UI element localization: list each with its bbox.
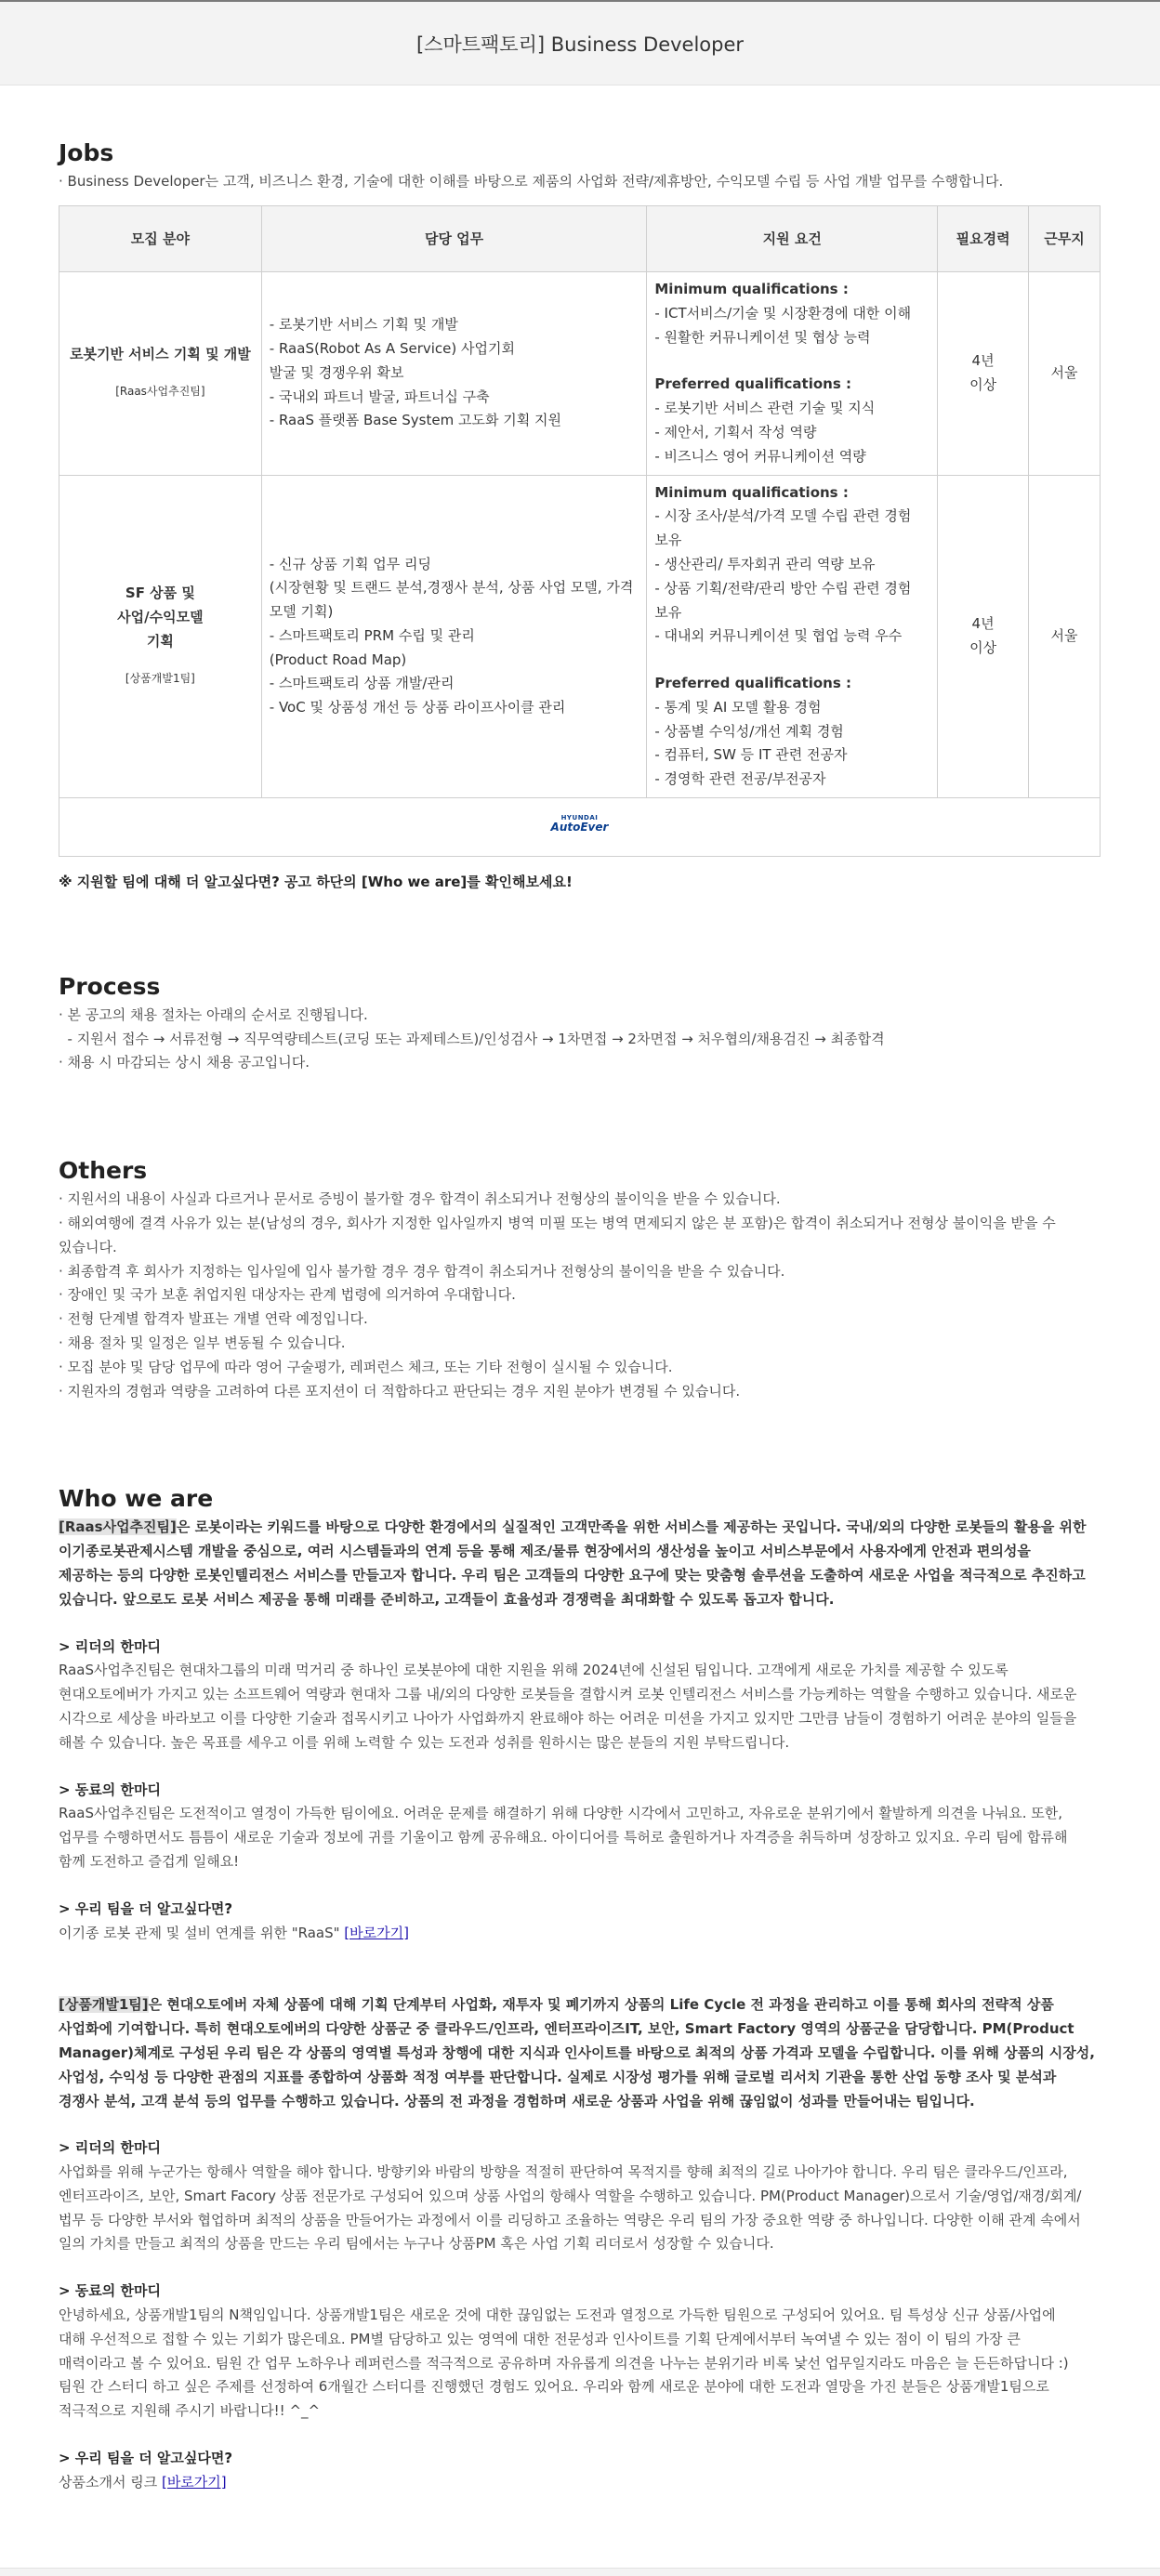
team1-leader-title: > 리더의 한마디 (59, 1637, 161, 1655)
others-heading: Others (59, 1157, 148, 1185)
pref-qual-title: Preferred qualifications : (654, 675, 851, 692)
main-content (0, 139, 1160, 2495)
job-field-line: 사업/수익모델 (117, 609, 204, 625)
team-info-notice: ※ 지원할 팀에 대해 더 알고싶다면? 공고 하단의 [Who we are]를 확인해보세요! (59, 873, 573, 890)
team1-tag: [Raas사업추진팀] (59, 1518, 177, 1536)
others-line: · 채용 절차 및 일정은 일부 변동될 수 있습니다. (59, 1334, 346, 1351)
job-location-cell (1029, 271, 1101, 475)
career-value: 4년 (971, 352, 995, 369)
pref-qual-title: Preferred qualifications : (654, 375, 851, 393)
team2-peer-line: 대해 우선적으로 접할 수 있는 기회가 많은데요. PM별 담당하고 있는 영역에 대한 전문성과 인사이트를 기획 단계에서부터 녹여낼 수 있는 점이 이 팀의 가장 큰 (59, 2330, 1021, 2347)
duty-line: - 신규 상품 기획 업무 리딩 (269, 555, 431, 572)
team2-block (59, 1993, 1101, 2494)
team1-leader-line: RaaS사업추진팀은 현대차그룹의 미래 먹거리 중 하나인 로봇분야에 대한 지원을 위해 2024년에 신설된 팀입니다. 고객에게 새로운 가치를 제공할 수 있도록 (59, 1662, 1008, 1679)
others-line: · 지원자의 경험과 역량을 고려하여 다른 포지션이 더 적합하다고 판단되는 경우 지원 분야가 변경될 수 있습니다. (59, 1382, 741, 1400)
job-team: [Raas사업추진팀] (115, 384, 205, 398)
logo-line1: HYUNDAI (560, 813, 599, 821)
min-qual-line: - 생산관리/ 투자회귀 관리 역량 보유 (654, 555, 876, 572)
others-line: · 모집 분야 및 담당 업무에 따라 영어 구술평가, 레퍼런스 체크, 또는 기타 전형이 실시될 수 있습니다. (59, 1358, 673, 1375)
team2-leader-line: 사업화를 위해 누군가는 항해사 역할을 해야 합니다. 방향키와 바람의 방향을 적절히 판단하여 목적지를 향해 최적의 길로 나아가야 합니다. 우리 팀은 클라우드/인프라, (59, 2163, 1068, 2181)
team1-peer-title: > 동료의 한마디 (59, 1781, 161, 1798)
job-team: [상품개발1팀] (125, 671, 195, 685)
process-section (59, 973, 1101, 1075)
duty-line: - 국내외 파트너 발굴, 파트너십 구축 (269, 388, 490, 405)
min-qual-line: - 원활한 커뮤니케이션 및 협상 능력 (654, 328, 871, 346)
team2-leader-line: 일의 가치를 만들고 최적의 상품을 만드는 우리 팀에서는 누구나 상품PM 혹은 사업 기획 리더로서 성장할 수 있습니다. (59, 2235, 774, 2253)
process-line: · 채용 시 마감되는 상시 채용 공고입니다. (59, 1054, 310, 1071)
team1-peer-line: 업무를 수행하면서도 틈틈이 새로운 기술과 정보에 귀를 기울이고 함께 공유해요. 아이디어를 특허로 출원하거나 자격증을 취득하며 성장하고 있지요. 우리 팀에 합류해 (59, 1829, 1068, 1847)
pref-qual-line: - 비즈니스 영어 커뮤니케이션 역량 (654, 447, 866, 465)
location-value: 서울 (1050, 626, 1078, 644)
min-qual-title: Minimum qualifications : (654, 483, 849, 501)
who-heading: Who we are (59, 1485, 214, 1513)
pref-qual-line: - 상품별 수익성/개선 계획 경험 (654, 722, 844, 740)
duty-line: - VoC 및 상품성 개선 등 상품 라이프사이클 관리 (269, 699, 566, 716)
team1-more-line (59, 1922, 1101, 1946)
career-suffix: 이상 (969, 375, 997, 393)
location-value: 서울 (1050, 363, 1078, 381)
team2-peer-line: 팀원 간 스터디 하고 싶은 주제를 선정하여 6개월간 스터디를 진행했던 경험도 있어요. 우리와 함께 새로운 분야에 대한 도전과 열망을 가진 분들은 상품개발1팀으로 (59, 2378, 1049, 2396)
duty-line: - RaaS(Robot As A Service) 사업기회 (269, 340, 515, 358)
team2-intro-line: 사업성, 수익성 등 다양한 관점의 지표를 종합하여 상품화 적정 여부를 판단합니다. 실제로 시장성 평가를 위해 글로벌 리서치 기관을 통한 산업 동향 조사 및 분석과 (59, 2068, 1057, 2085)
team2-peer-line: 매력이라고 볼 수 있어요. 팀원 간 업무 노하우나 레퍼런스를 적극적으로 공유하며 자유롭게 의견을 나누는 분위기라 비록 낯선 업무일지라도 마음은 늘 든든하답니다 :) (59, 2354, 1069, 2372)
logo-row (59, 797, 1101, 856)
job-field: 로봇기반 서비스 기획 및 개발 (70, 346, 251, 362)
table-row (59, 271, 1101, 475)
team1-more-link[interactable]: [바로가기] (344, 1924, 409, 1941)
team2-peer-title: > 동료의 한마디 (59, 2282, 161, 2300)
col-header-duties: 담당 업무 (261, 205, 647, 271)
team1-block (59, 1516, 1101, 1945)
team1-leader-line: 현대오토에버가 가지고 있는 소프트웨어 역량과 현대차 그룹 내/외의 다양한 로봇들을 결합시켜 로봇 인텔리전스 서비스를 가능케하는 역할을 수행하고 있습니다. 새로운 (59, 1686, 1077, 1703)
others-line: · 해외여행에 결격 사유가 있는 분(남성의 경우, 회사가 지정한 입사일까지 병역 미필 또는 병역 면제되지 않은 분 포함)은 합격이 취소되거나 전형상 불이익을 받을 수 (59, 1214, 1056, 1231)
min-qual-line: 보유 (654, 532, 682, 549)
jobs-section (59, 139, 1101, 891)
team1-peer-line: RaaS사업추진팀은 도전적이고 열정이 가득한 팀이에요. 어려운 문제를 해결하기 위해 다양한 시각에서 고민하고, 자유로운 분위기에서 활발하게 의견을 나눠요. 또한, (59, 1805, 1062, 1822)
jobs-table-header (59, 205, 1101, 271)
duty-line: - RaaS 플랫폼 Base System 고도화 기획 지원 (269, 412, 561, 429)
job-requirements-cell (647, 475, 938, 797)
team2-more-line (59, 2471, 1101, 2495)
others-line: · 전형 단계별 합격자 발표는 개별 연락 예정입니다. (59, 1310, 368, 1328)
team2-leader-line: 법무 등 다양한 부서와 협업하며 최적의 상품을 만들어가는 과정에서 이를 리딩하고 조율하는 역량은 우리 팀의 가장 중요한 역량 중 하나입니다. 다양한 이해 관계 속에서 (59, 2211, 1081, 2228)
team1-intro-line: 있습니다. 앞으로도 로봇 서비스 제공을 통해 미래를 준비하고, 고객들이 효율성과 경쟁력을 최대화할 수 있도록 돕고자 합니다. (59, 1590, 835, 1608)
team2-peer-line: 적극적으로 지원해 주시기 바랍니다!! ^_^ (59, 2402, 321, 2420)
duty-line: 발굴 및 경쟁우위 확보 (269, 363, 404, 381)
others-section (59, 1157, 1101, 1403)
team1-intro (59, 1516, 1101, 1540)
others-line: 있습니다. (59, 1238, 117, 1255)
team2-intro-line: 사업화에 기여합니다. 특히 현대오토에버의 다양한 상품군 중 클라우드/인프라, 엔터프라이즈IT, 보안, Smart Factory 영역의 상품군을 담당합니다. PM(Product (59, 2020, 1074, 2038)
process-heading: Process (59, 972, 161, 1000)
hyundai-autoever-logo (551, 815, 609, 833)
job-career-cell (938, 271, 1029, 475)
min-qual-line: 보유 (654, 603, 682, 621)
job-field-line: SF 상품 및 (125, 585, 195, 602)
team2-tag: [상품개발1팀] (59, 1996, 149, 2014)
col-header-career: 필요경력 (938, 205, 1029, 271)
logo-cell (59, 797, 1101, 856)
team1-more-title: > 우리 팀을 더 알고싶다면? (59, 1899, 233, 1917)
duty-line: - 스마트팩토리 상품 개발/관리 (269, 675, 455, 692)
job-field-cell (59, 271, 262, 475)
table-row (59, 475, 1101, 797)
min-qual-line: - ICT서비스/기술 및 시장환경에 대한 이해 (654, 304, 912, 322)
job-location-cell (1029, 475, 1101, 797)
team1-leader-line: 해볼 수 있습니다. 높은 목표를 세우고 이를 위해 노력할 수 있는 도전과 성취를 원하시는 많은 분들의 지원 부탁드립니다. (59, 1733, 790, 1751)
duty-line: - 스마트팩토리 PRM 수립 및 관리 (269, 626, 475, 644)
team2-leader-title: > 리더의 한마디 (59, 2139, 161, 2157)
jobs-heading: Jobs (59, 139, 114, 166)
team2-more-title: > 우리 팀을 더 알고싶다면? (59, 2450, 233, 2467)
career-value: 4년 (971, 615, 995, 632)
pref-qual-line: - 경영학 관련 전공/부전공자 (654, 770, 826, 788)
team1-intro-line: 은 로봇이라는 키워드를 바탕으로 다양한 환경에서의 실질적인 고객만족을 위한 서비스를 제공하는 곳입니다. 국내/외의 다양한 로봇들의 활용을 위한 (176, 1518, 1087, 1536)
page-header (0, 0, 1160, 85)
job-field-line: 기획 (146, 632, 174, 650)
job-career-cell (938, 475, 1029, 797)
team2-intro-line: Manager)체계로 구성된 우리 팀은 각 상품의 영역별 특성과 창행에 대한 지식과 인사이트를 바탕으로 최적의 상품 가격과 모델을 수립합니다. 이를 위해 상품의 시장성, (59, 2044, 1095, 2061)
duty-line: - 로봇기반 서비스 기획 및 개발 (269, 316, 458, 334)
others-line: · 장애인 및 국가 보훈 취업지원 대상자는 관계 법령에 의거하여 우대합니다. (59, 1286, 516, 1304)
others-line: · 최종합격 후 회사가 지정하는 입사일에 입사 불가할 경우 경우 합격이 취소되거나 전형상의 불이익을 받을 수 있습니다. (59, 1262, 785, 1280)
page-title: [스마트팩토리] Business Developer (415, 33, 745, 56)
job-duties-cell (261, 271, 647, 475)
pref-qual-line: - 로봇기반 서비스 관련 기술 및 지식 (654, 400, 876, 417)
process-line: · 본 공고의 채용 절차는 아래의 순서로 진행됩니다. (59, 1005, 368, 1023)
who-section (59, 1485, 1101, 2494)
jobs-intro: · Business Developer는 고객, 비즈니스 환경, 기술에 대한 이해를 바탕으로 제품의 사업화 전략/제휴방안, 수익모델 수립 등 사업 개발 업무를 수행합니다. (59, 173, 1004, 190)
team2-more-link[interactable]: [바로가기] (161, 2473, 227, 2491)
process-steps: - 지원서 접수 → 서류전형 → 직무역량테스트(코딩 또는 과제테스트)/인성검사 → 1차면접 → 2차면접 → 처우협의/채용검진 → 최종합격 (59, 1030, 885, 1047)
team2-more-text: 상품소개서 링크 (59, 2473, 162, 2491)
team2-intro (59, 1993, 1101, 2017)
duty-line: 모델 기획) (269, 603, 334, 621)
team1-more-text: 이기종 로봇 관제 및 설비 연계를 위한 "RaaS" (59, 1924, 345, 1941)
col-header-location: 근무지 (1029, 205, 1101, 271)
col-header-requirements: 지원 요건 (647, 205, 938, 271)
duty-line: (시장현황 및 트랜드 분석,경쟁사 분석, 상품 사업 모델, 가격 (269, 579, 634, 597)
col-header-field: 모집 분야 (59, 205, 262, 271)
team1-leader-line: 시각으로 세상을 바라보고 이를 다양한 기술과 접목시키고 나아가 사업화까지 완료해야 하는 어려운 미션을 가지고 있지만 그만큼 남들이 경험하기 어려운 분야의 일들을 (59, 1709, 1077, 1727)
pref-qual-line: - 제안서, 기획서 작성 역량 (654, 423, 817, 440)
job-field-cell (59, 475, 262, 797)
min-qual-line: - 대내외 커뮤니케이션 및 협업 능력 우수 (654, 627, 903, 645)
min-qual-line: - 시장 조사/분석/가격 모델 수립 관련 경험 (654, 507, 912, 525)
pref-qual-line: - 통계 및 AI 모델 활용 경험 (654, 698, 822, 716)
team2-leader-line: 엔터프라이즈, 보안, Smart Facory 상품 전문가로 구성되어 있으며 상품 사업의 항해사 역할을 수행하고 있습니다. PM(Product Manager)으로서 기술/영업/재경/회계/ (59, 2187, 1082, 2204)
team2-intro-line: 경쟁사 분석, 고객 분석 등의 업무를 수행하고 있습니다. 상품의 전 과정을 경험하며 새로운 상품과 사업을 위해 끊임없이 성과를 만들어내는 팀입니다. (59, 2092, 975, 2109)
min-qual-title: Minimum qualifications : (654, 281, 849, 297)
team2-intro-line: 은 현대오토에버 자체 상품에 대해 기획 단계부터 사업화, 재투자 및 폐기까지 상품의 Life Cycle 전 과정을 관리하고 이를 통해 회사의 전략적 상품 (148, 1996, 1054, 2014)
duty-line: (Product Road Map) (269, 651, 407, 668)
pref-qual-line: - 컴퓨터, SW 등 IT 관련 전공자 (654, 746, 848, 764)
job-requirements-cell (647, 271, 938, 475)
career-suffix: 이상 (969, 638, 997, 656)
team1-intro-line: 이기종로봇관제시스템 개발을 중심으로, 여러 시스템들과의 연계 등을 통해 제조/물류 현장에서의 생산성을 높이고 서비스부문에서 사용자에게 안전과 편의성을 (59, 1543, 1031, 1560)
job-duties-cell (261, 475, 647, 797)
team1-intro-line: 제공하는 등의 다양한 로봇인텔리전스 서비스를 만들고자 합니다. 우리 팀은 고객들의 다양한 요구에 맞는 맞춤형 솔루션을 도출하여 새로운 사업을 적극적으로 추진하고 (59, 1566, 1086, 1584)
jobs-table (59, 205, 1101, 857)
logo-line2: AutoEver (550, 820, 609, 834)
min-qual-line: - 상품 기획/전략/관리 방안 수립 관련 경험 (654, 579, 912, 597)
team2-peer-line: 안녕하세요, 상품개발1팀의 N책임입니다. 상품개발1팀은 새로운 것에 대한 끊임없는 도전과 열정으로 가득한 팀원으로 구성되어 있어요. 팀 특성상 신규 상품/사업에 (59, 2307, 1056, 2324)
page-footer-bar (0, 2568, 1160, 2576)
others-line: · 지원서의 내용이 사실과 다르거나 문서로 증빙이 불가할 경우 합격이 취소되거나 전형상의 불이익을 받을 수 있습니다. (59, 1190, 781, 1208)
team1-peer-line: 함께 도전하고 즐겁게 일해요! (59, 1852, 240, 1870)
